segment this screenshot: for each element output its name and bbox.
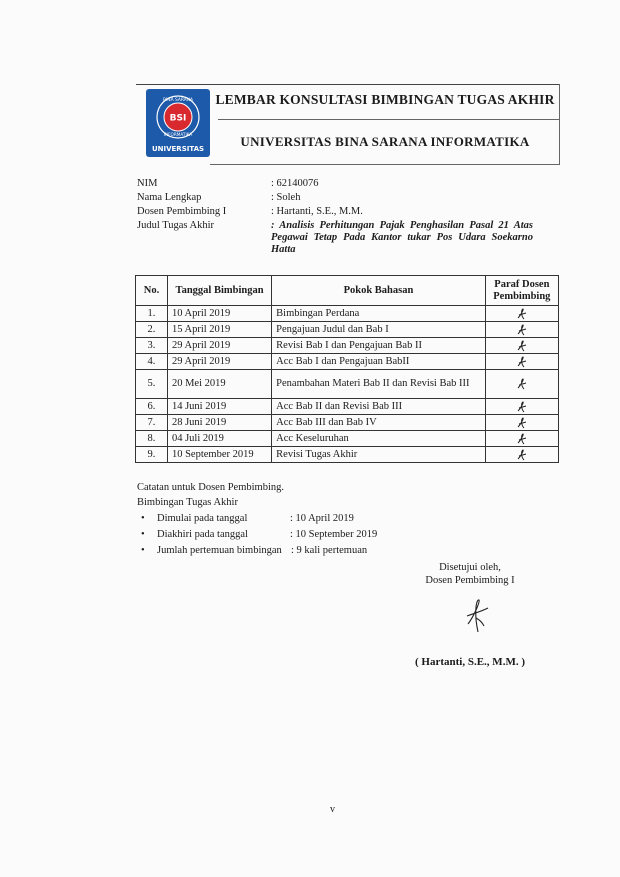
row-pokok: Bimbingan Perdana (272, 306, 486, 322)
bullet-icon: • (141, 529, 145, 540)
value-nama: : Soleh (271, 192, 301, 203)
row-no: 9. (136, 447, 168, 463)
table-row (136, 399, 559, 415)
table-row (136, 338, 559, 354)
row-no: 7. (136, 415, 168, 431)
row-pokok: Revisi Tugas Akhir (272, 447, 486, 463)
note-value-count: : 9 kali pertemuan (291, 545, 368, 556)
label-nim: NIM (137, 178, 158, 189)
note-value-start: : 10 April 2019 (290, 513, 354, 524)
note-label-start: Dimulai pada tanggal (157, 513, 248, 524)
header-middle-rule (218, 119, 560, 120)
row-no: 1. (136, 306, 168, 322)
row-tanggal: 10 April 2019 (167, 306, 271, 322)
value-nim: : 62140076 (271, 178, 319, 189)
label-nama: Nama Lengkap (137, 192, 202, 203)
row-pokok: Pengajuan Judul dan Bab I (272, 322, 486, 338)
paraf-signature-icon (515, 448, 529, 462)
logo-label: UNIVERSITAS (151, 145, 205, 153)
logo-mark: BSI (169, 113, 187, 124)
row-tanggal: 20 Mei 2019 (167, 370, 271, 399)
row-paraf (485, 322, 558, 338)
university-logo (146, 89, 210, 157)
row-tanggal: 29 April 2019 (167, 354, 271, 370)
approval-label: Disetujui oleh, (439, 562, 501, 573)
paraf-signature-icon (515, 323, 529, 337)
label-dosen: Dosen Pembimbing I (137, 206, 227, 217)
header-paraf: Paraf Dosen Pembimbing (485, 276, 558, 306)
row-pokok: Revisi Bab I dan Pengajuan Bab II (272, 338, 486, 354)
row-tanggal: 28 Juni 2019 (167, 415, 271, 431)
header-tanggal: Tanggal Bimbingan (167, 276, 271, 306)
row-no: 6. (136, 399, 168, 415)
row-paraf (485, 431, 558, 447)
paraf-signature-icon (515, 339, 529, 353)
row-paraf (485, 415, 558, 431)
row-tanggal: 15 April 2019 (167, 322, 271, 338)
row-tanggal: 04 Juli 2019 (167, 431, 271, 447)
label-judul: Judul Tugas Akhir (137, 220, 215, 231)
row-paraf (485, 306, 558, 322)
row-pokok: Acc Bab III dan Bab IV (272, 415, 486, 431)
logo-text-top: BINA SARANA (162, 98, 194, 103)
table-row (136, 415, 559, 431)
table-row (136, 370, 559, 399)
advisor-role: Dosen Pembimbing I (425, 575, 515, 586)
advisor-name: ( Hartanti, S.E., M.M. ) (415, 656, 525, 668)
table-row (136, 354, 559, 370)
paraf-signature-icon (515, 400, 529, 414)
notes-heading: Catatan untuk Dosen Pembimbing. (137, 482, 284, 493)
row-paraf (485, 338, 558, 354)
row-paraf (485, 370, 558, 399)
row-no: 5. (136, 370, 168, 399)
header-bottom-rule (210, 164, 560, 165)
table-row (136, 306, 559, 322)
paraf-signature-icon (515, 307, 529, 321)
row-paraf (485, 447, 558, 463)
paraf-signature-icon (515, 416, 529, 430)
paraf-signature-icon (515, 432, 529, 446)
row-pokok: Acc Keseluruhan (272, 431, 486, 447)
note-label-end: Diakhiri pada tanggal (157, 529, 248, 540)
row-pokok: Acc Bab I dan Pengajuan BabII (272, 354, 486, 370)
note-label-count: Jumlah pertemuan bimbingan (157, 545, 282, 556)
paraf-signature-icon (515, 377, 529, 391)
row-tanggal: 10 September 2019 (167, 447, 271, 463)
table-row (136, 322, 559, 338)
row-no: 8. (136, 431, 168, 447)
paraf-signature-icon (515, 355, 529, 369)
header-top-rule (136, 84, 560, 85)
header-pokok: Pokok Bahasan (272, 276, 486, 306)
bullet-icon: • (141, 513, 145, 524)
row-no: 4. (136, 354, 168, 370)
table-header-row (136, 276, 559, 306)
bullet-icon: • (141, 545, 145, 556)
value-judul: : Analisis Perhitungan Pajak Penghasilan Pasal 21 Atas Pegawai Tetap Pada Kantor tukar Pos Udara Soekarno Hatta (271, 220, 533, 255)
table-row (136, 431, 559, 447)
header-no: No. (136, 276, 168, 306)
advisor-signature-icon (462, 596, 492, 636)
consultation-table (135, 275, 559, 463)
row-no: 2. (136, 322, 168, 338)
row-tanggal: 14 Juni 2019 (167, 399, 271, 415)
row-paraf (485, 354, 558, 370)
row-paraf (485, 399, 558, 415)
institution-name: UNIVERSITAS BINA SARANA INFORMATIKA (240, 134, 530, 149)
row-pokok: Penambahan Materi Bab II dan Revisi Bab III (272, 370, 486, 399)
row-no: 3. (136, 338, 168, 354)
table-row (136, 447, 559, 463)
page-number: v (330, 804, 335, 815)
row-tanggal: 29 April 2019 (167, 338, 271, 354)
value-dosen: : Hartanti, S.E., M.M. (271, 206, 363, 217)
document-title: LEMBAR KONSULTASI BIMBINGAN TUGAS AKHIR (215, 92, 555, 107)
note-value-end: : 10 September 2019 (290, 529, 378, 540)
notes-subheading: Bimbingan Tugas Akhir (137, 497, 238, 508)
row-pokok: Acc Bab II dan Revisi Bab III (272, 399, 486, 415)
logo-text-bottom: INFORMATIKA (163, 132, 193, 137)
